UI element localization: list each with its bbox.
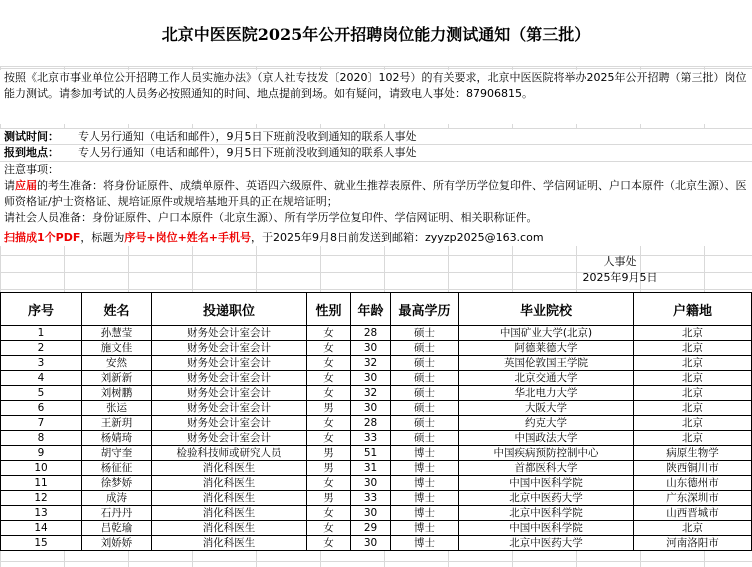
cell-col-name[interactable]: 杨征征	[82, 461, 152, 476]
cell-col-hometown[interactable]: 北京	[634, 326, 752, 341]
candidate-table	[0, 292, 752, 551]
location-row	[0, 144, 752, 161]
cell-col-degree[interactable]: 博士	[391, 446, 459, 461]
cell-col-hometown[interactable]: 北京	[634, 401, 752, 416]
cell-col-school[interactable]: 中国中医科学院	[459, 521, 634, 536]
cell-col-degree[interactable]: 博士	[391, 536, 459, 551]
notes-label: 注意事项：	[4, 163, 59, 176]
table-row[interactable]	[1, 476, 752, 491]
table-row[interactable]	[1, 446, 752, 461]
cell-col-gender[interactable]: 男	[307, 401, 351, 416]
cell-col-age[interactable]: 30	[351, 476, 391, 491]
header-col-degree[interactable]: 最高学历	[391, 293, 459, 326]
cell-col-index[interactable]: 6	[1, 401, 82, 416]
cell-col-name[interactable]: 石丹丹	[82, 506, 152, 521]
notes-block	[0, 178, 752, 230]
cell-col-name[interactable]: 徐梦娇	[82, 476, 152, 491]
cell-col-gender[interactable]: 女	[307, 326, 351, 341]
cell-col-position[interactable]: 财务处会计室会计	[152, 371, 307, 386]
cell-col-index[interactable]: 1	[1, 326, 82, 341]
header-col-age[interactable]: 年龄	[351, 293, 391, 326]
header-col-school[interactable]: 毕业院校	[459, 293, 634, 326]
cell-col-gender[interactable]: 女	[307, 521, 351, 536]
signature-dept: 人事处	[603, 255, 637, 268]
cell-col-position[interactable]: 财务处会计室会计	[152, 401, 307, 416]
cell-col-index[interactable]: 15	[1, 536, 82, 551]
cell-col-school[interactable]: 中国矿业大学(北京)	[459, 326, 634, 341]
cell-col-name[interactable]: 成涛	[82, 491, 152, 506]
cell-col-hometown[interactable]: 山西晋城市	[634, 506, 752, 521]
cell-col-position[interactable]: 财务处会计室会计	[152, 416, 307, 431]
cell-col-gender[interactable]: 女	[307, 371, 351, 386]
cell-col-school[interactable]: 大阪大学	[459, 401, 634, 416]
cell-col-position[interactable]: 消化科医生	[152, 461, 307, 476]
header-col-hometown[interactable]: 户籍地	[634, 293, 752, 326]
cell-col-position[interactable]: 消化科医生	[152, 536, 307, 551]
cell-col-gender[interactable]: 女	[307, 386, 351, 401]
cell-col-name[interactable]: 施文佳	[82, 341, 152, 356]
cell-col-age[interactable]: 30	[351, 536, 391, 551]
cell-col-index[interactable]: 3	[1, 356, 82, 371]
notes-fresh-grad: 请应届的考生准备：将身份证原件、成绩单原件、英语四六级原件、就业生推荐表原件、所有学历学位复印件、学信网证明、户口本原件（北京生源）、医师资格证/护士资格证、规培证原件或规培基地开具的正在规培证明；	[4, 179, 747, 208]
cell-col-index[interactable]: 10	[1, 461, 82, 476]
cell-col-name[interactable]: 刘树鹏	[82, 386, 152, 401]
cell-col-position[interactable]: 财务处会计室会计	[152, 326, 307, 341]
cell-col-name[interactable]: 刘娇娇	[82, 536, 152, 551]
cell-col-name[interactable]: 孙慧莹	[82, 326, 152, 341]
cell-col-degree[interactable]: 硕士	[391, 341, 459, 356]
cell-col-age[interactable]: 32	[351, 386, 391, 401]
cell-col-position[interactable]: 消化科医生	[152, 506, 307, 521]
cell-col-hometown[interactable]: 北京	[634, 416, 752, 431]
cell-col-school[interactable]: 中国政法大学	[459, 431, 634, 446]
cell-col-school[interactable]: 北京交通大学	[459, 371, 634, 386]
cell-col-gender[interactable]: 女	[307, 431, 351, 446]
cell-col-school[interactable]: 中国疾病预防控制中心	[459, 446, 634, 461]
location-label: 报到地点：	[4, 146, 59, 159]
cell-col-hometown[interactable]: 北京	[634, 356, 752, 371]
table-row[interactable]	[1, 461, 752, 476]
cell-col-school[interactable]: 英国伦敦国王学院	[459, 356, 634, 371]
cell-col-position[interactable]: 财务处会计室会计	[152, 356, 307, 371]
cell-col-index[interactable]: 4	[1, 371, 82, 386]
test-time-row	[0, 128, 752, 145]
cell-col-degree[interactable]: 博士	[391, 506, 459, 521]
notice-title: 北京中医医院2025年公开招聘岗位能力测试通知（第三批）	[0, 0, 752, 67]
cell-col-index[interactable]: 13	[1, 506, 82, 521]
cell-col-hometown[interactable]: 陕西铜川市	[634, 461, 752, 476]
table-row[interactable]	[1, 341, 752, 356]
cell-col-school[interactable]: 首都医科大学	[459, 461, 634, 476]
cell-col-hometown[interactable]: 北京	[634, 371, 752, 386]
table-row[interactable]	[1, 356, 752, 371]
cell-col-hometown[interactable]: 北京	[634, 431, 752, 446]
cell-col-age[interactable]: 28	[351, 416, 391, 431]
cell-col-degree[interactable]: 硕士	[391, 386, 459, 401]
cell-col-degree[interactable]: 硕士	[391, 431, 459, 446]
cell-col-school[interactable]: 约克大学	[459, 416, 634, 431]
table-row[interactable]	[1, 401, 752, 416]
cell-col-index[interactable]: 12	[1, 491, 82, 506]
cell-col-degree[interactable]: 硕士	[391, 416, 459, 431]
cell-col-position[interactable]: 财务处会计室会计	[152, 341, 307, 356]
cell-col-degree[interactable]: 博士	[391, 461, 459, 476]
table-row[interactable]	[1, 431, 752, 446]
cell-col-hometown[interactable]: 病原生物学	[634, 446, 752, 461]
cell-col-name[interactable]: 杨婧琦	[82, 431, 152, 446]
cell-col-position[interactable]: 财务处会计室会计	[152, 431, 307, 446]
cell-col-position[interactable]: 消化科医生	[152, 521, 307, 536]
cell-col-age[interactable]: 30	[351, 506, 391, 521]
cell-col-gender[interactable]: 男	[307, 491, 351, 506]
cell-col-age[interactable]: 33	[351, 491, 391, 506]
signature-date: 2025年9月5日	[582, 271, 658, 284]
table-row[interactable]	[1, 386, 752, 401]
header-col-index[interactable]: 序号	[1, 293, 82, 326]
table-row[interactable]	[1, 416, 752, 431]
cell-col-hometown[interactable]: 北京	[634, 341, 752, 356]
cell-col-gender[interactable]: 女	[307, 536, 351, 551]
cell-col-degree[interactable]: 博士	[391, 491, 459, 506]
cell-col-age[interactable]: 32	[351, 356, 391, 371]
cell-col-hometown[interactable]: 河南洛阳市	[634, 536, 752, 551]
table-row[interactable]	[1, 506, 752, 521]
cell-col-name[interactable]: 安然	[82, 356, 152, 371]
cell-col-age[interactable]: 29	[351, 521, 391, 536]
table-row[interactable]	[1, 521, 752, 536]
table-row[interactable]	[1, 326, 752, 341]
location-value: 专人另行通知（电话和邮件），9月5日下班前没收到通知的联系人事处	[78, 146, 417, 159]
cell-col-name[interactable]: 胡守奎	[82, 446, 152, 461]
cell-col-gender[interactable]: 女	[307, 416, 351, 431]
cell-col-degree[interactable]: 硕士	[391, 326, 459, 341]
notes-label-row	[0, 161, 752, 178]
cell-col-index[interactable]: 5	[1, 386, 82, 401]
cell-col-age[interactable]: 31	[351, 461, 391, 476]
cell-col-age[interactable]: 51	[351, 446, 391, 461]
table-header-row	[1, 293, 752, 326]
cell-col-degree[interactable]: 硕士	[391, 371, 459, 386]
header-col-name[interactable]: 姓名	[82, 293, 152, 326]
cell-col-gender[interactable]: 女	[307, 506, 351, 521]
cell-col-age[interactable]: 33	[351, 431, 391, 446]
cell-col-school[interactable]: 北京中医药大学	[459, 491, 634, 506]
cell-col-position[interactable]: 消化科医生	[152, 491, 307, 506]
cell-col-name[interactable]: 王新玥	[82, 416, 152, 431]
cell-col-degree[interactable]: 硕士	[391, 356, 459, 371]
intro-paragraph: 按照《北京市事业单位公开招聘工作人员实施办法》（京人社专技发〔2020〕102号）的有关要求，北京中医医院将举办2025年公开招聘（第三批）岗位能力测试。请参加考试的人员务必按照通知的时间、地点提前到场。如有疑问，请致电人事处：87906815。	[0, 70, 752, 124]
cell-col-hometown[interactable]: 北京	[634, 386, 752, 401]
cell-col-gender[interactable]: 女	[307, 476, 351, 491]
cell-col-school[interactable]: 北京中医科学院	[459, 506, 634, 521]
cell-col-index[interactable]: 2	[1, 341, 82, 356]
test-time-value: 专人另行通知（电话和邮件），9月5日下班前没收到通知的联系人事处	[78, 130, 417, 143]
cell-col-gender[interactable]: 男	[307, 446, 351, 461]
table-row[interactable]	[1, 371, 752, 386]
cell-col-school[interactable]: 阿德莱德大学	[459, 341, 634, 356]
cell-col-index[interactable]: 7	[1, 416, 82, 431]
cell-col-degree[interactable]: 硕士	[391, 401, 459, 416]
cell-col-age[interactable]: 30	[351, 341, 391, 356]
cell-col-hometown[interactable]: 广东深圳市	[634, 491, 752, 506]
notes-social: 请社会人员准备：身份证原件、户口本原件（北京生源）、所有学历学位复印件、学信网证明、相关职称证件。	[4, 211, 538, 224]
cell-col-hometown[interactable]: 北京	[634, 521, 752, 536]
table-row[interactable]	[1, 536, 752, 551]
cell-col-gender[interactable]: 女	[307, 356, 351, 371]
cell-col-position[interactable]: 财务处会计室会计	[152, 386, 307, 401]
cell-col-degree[interactable]: 博士	[391, 521, 459, 536]
cell-col-index[interactable]: 9	[1, 446, 82, 461]
test-time-label: 测试时间：	[4, 130, 59, 143]
cell-col-position[interactable]: 消化科医生	[152, 476, 307, 491]
cell-col-degree[interactable]: 博士	[391, 476, 459, 491]
cell-col-age[interactable]: 30	[351, 371, 391, 386]
cell-col-age[interactable]: 30	[351, 401, 391, 416]
pdf-instruction: 扫描成1个PDF，标题为序号+岗位+姓名+手机号，于2025年9月8日前发送到邮箱：zyyzp2025@163.com	[0, 230, 752, 246]
cell-col-hometown[interactable]: 山东德州市	[634, 476, 752, 491]
cell-col-school[interactable]: 华北电力大学	[459, 386, 634, 401]
cell-col-name[interactable]: 张运	[82, 401, 152, 416]
cell-col-index[interactable]: 8	[1, 431, 82, 446]
cell-col-index[interactable]: 11	[1, 476, 82, 491]
cell-col-age[interactable]: 28	[351, 326, 391, 341]
cell-col-position[interactable]: 检验科技师或研究人员	[152, 446, 307, 461]
cell-col-school[interactable]: 中国中医科学院	[459, 476, 634, 491]
header-col-position[interactable]: 投递职位	[152, 293, 307, 326]
table-row[interactable]	[1, 491, 752, 506]
cell-col-gender[interactable]: 女	[307, 341, 351, 356]
header-col-gender[interactable]: 性别	[307, 293, 351, 326]
cell-col-gender[interactable]: 男	[307, 461, 351, 476]
cell-col-name[interactable]: 吕乾瑜	[82, 521, 152, 536]
cell-col-name[interactable]: 刘新新	[82, 371, 152, 386]
cell-col-school[interactable]: 北京中医药大学	[459, 536, 634, 551]
cell-col-index[interactable]: 14	[1, 521, 82, 536]
